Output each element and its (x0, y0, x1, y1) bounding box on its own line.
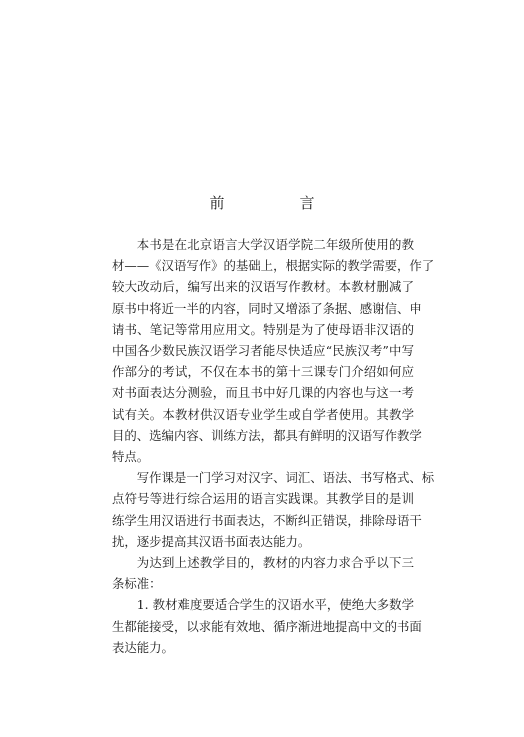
text-line: 生都能接受，以求能有效地、循序渐进地提高中文的书面 (112, 618, 422, 634)
text-line: 1. 教材难度要适合学生的汉语水平，使绝大多数学 (136, 597, 414, 613)
text-line: 为达到上述教学目的，教材的内容力求合乎以下三 (136, 555, 414, 571)
text-line: 目的、选编内容、训练方法，都具有鲜明的汉语写作教学 (112, 427, 422, 443)
paragraph-2 (112, 467, 435, 552)
text-line: 练学生用汉语进行书面表达，不断纠正错误，排除母语干 (112, 512, 422, 528)
text-line: 表达能力。 (112, 639, 174, 655)
page-title: 前 言 (209, 194, 345, 212)
body-text (112, 234, 435, 658)
paragraph-4 (112, 594, 422, 658)
text-line: 扰，逐步提高其汉语书面表达能力。 (112, 533, 311, 549)
paragraph-1 (112, 234, 435, 467)
text-line: 本书是在北京语言大学汉语学院二年级所使用的教 (136, 237, 414, 252)
text-line: 原书中将近一半的内容，同时又增添了条据、感谢信、申 (112, 300, 422, 316)
text-line: 对书面表达分测验，而且书中好几课的内容也与这一考 (112, 385, 414, 401)
text-line: 特点。 (112, 449, 150, 465)
text-line: 较大改动后，编写出来的汉语写作教材。本教材删减了 (112, 279, 414, 295)
text-line: 点符号等进行综合运用的语言实践课。其教学目的是训 (112, 491, 414, 507)
text-line: 写作课是一门学习对汉字、词汇、语法、书写格式、标 (136, 470, 435, 486)
text-line: 试有关。本教材供汉语专业学生或自学者使用。其教学 (112, 406, 414, 422)
paragraph-3 (112, 552, 414, 594)
text-line: 作部分的考试，不仅在本书的第十三课专门介绍如何应 (112, 364, 414, 380)
text-line: 请书、笔记等常用应用文。特别是为了使母语非汉语的 (112, 321, 414, 337)
text-line: 中国各少数民族汉语学习者能尽快适应“民族汉考”中写 (112, 343, 414, 359)
text-line: 材——《汉语写作》的基础上，根据实际的教学需要，作了 (112, 258, 435, 274)
text-line: 条标准： (112, 576, 162, 592)
